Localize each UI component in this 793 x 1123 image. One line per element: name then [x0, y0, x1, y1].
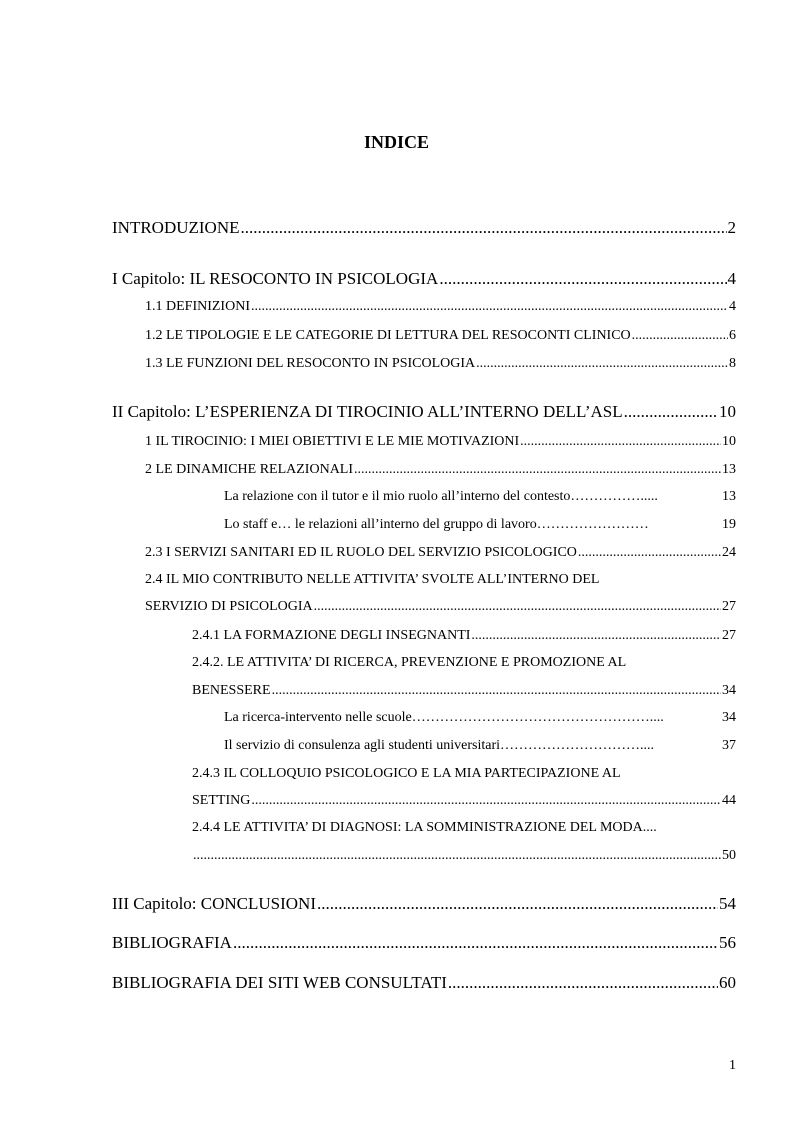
toc-entry-page: 50 [722, 848, 736, 863]
toc-entry-1-2[interactable] [145, 326, 736, 346]
toc-entry-bibliografia[interactable] [112, 932, 736, 954]
toc-entry-label: INTRODUZIONE [112, 218, 240, 237]
toc-entry-2-4-4-first-line: 2.4.4 LE ATTIVITA’ DI DIAGNOSI: LA SOMMINISTRAZIONE DEL MODA.... [192, 820, 657, 835]
toc-entry-page: 6 [729, 328, 736, 343]
toc-entry-label: 1.1 DEFINIZIONI [145, 299, 250, 314]
toc-entry-page: 34 [722, 683, 736, 698]
toc-entry-2-2-relazione-tutor[interactable] [224, 487, 736, 507]
toc-entry-siti-web[interactable] [112, 972, 736, 994]
toc-entry-page: 60 [719, 973, 736, 992]
toc-entry-2-3[interactable] [145, 543, 736, 563]
toc-entry-2-2[interactable] [145, 460, 736, 480]
toc-entry-page: 27 [722, 599, 736, 614]
toc-entry-page: 13 [722, 462, 736, 477]
toc-entry-introduzione[interactable] [112, 217, 736, 239]
toc-entry-label: 1.2 LE TIPOLOGIE E LE CATEGORIE DI LETTURA DEL RESOCONTI CLINICO [145, 328, 631, 343]
page-title: INDICE [363, 132, 429, 152]
dot-leader [240, 217, 726, 239]
dot-leader [578, 543, 721, 563]
toc-entry-label: II Capitolo: L’ESPERIENZA DI TIROCINIO ALL’INTERNO DELL’ASL [112, 402, 623, 421]
page-number: 1 [729, 1058, 736, 1073]
toc-entry-page: 10 [722, 434, 736, 449]
toc-entry-page: 4 [727, 269, 736, 288]
toc-entry-label: Il servizio di consulenza agli studenti universitari………………………….... [224, 738, 655, 753]
dot-leader [476, 354, 728, 374]
toc-entry-label: 2.3 I SERVIZI SANITARI ED IL RUOLO DEL SERVIZIO PSICOLOGICO [145, 545, 577, 560]
toc-entry-page: 8 [729, 356, 736, 371]
toc-entry-2-4-2-consulenza[interactable] [224, 736, 736, 756]
toc-entry-capitolo-2[interactable] [112, 401, 736, 423]
toc-entry-label: La relazione con il tutor e il mio ruolo all’interno del contesto……………..... [224, 489, 658, 504]
dot-leader [439, 268, 726, 290]
dot-leader [317, 893, 718, 915]
toc-entry-2-4-1[interactable] [192, 626, 736, 646]
toc-entry-capitolo-3[interactable] [112, 893, 736, 915]
toc-entry-2-4-3[interactable] [192, 791, 736, 811]
toc-entry-label: III Capitolo: CONCLUSIONI [112, 894, 316, 913]
dot-leader [632, 326, 728, 346]
toc-entry-page: 2 [727, 218, 736, 237]
dot-leader [624, 401, 718, 423]
toc-entry-1-1[interactable] [145, 297, 736, 317]
toc-entry-2-4-3-first-line: 2.4.3 IL COLLOQUIO PSICOLOGICO E LA MIA PARTECIPAZIONE AL [192, 766, 621, 781]
dot-leader [233, 932, 718, 954]
toc-entry-2-4-2-ricerca[interactable] [224, 708, 736, 728]
toc-entry-label: BENESSERE [192, 683, 271, 698]
toc-entry-2-4-2[interactable] [192, 681, 736, 701]
toc-entry-page: 34 [722, 710, 736, 725]
dot-leader [193, 846, 721, 866]
dot-leader [272, 681, 721, 701]
toc-entry-label: Lo staff e… le relazioni all’interno del gruppo di lavoro…………………… [224, 517, 649, 532]
toc-entry-2-4-2-first-line: 2.4.2. LE ATTIVITA’ DI RICERCA, PREVENZIONE E PROMOZIONE AL [192, 655, 627, 670]
toc-entry-page: 44 [722, 793, 736, 808]
toc-entry-page: 4 [729, 299, 736, 314]
toc-entry-label: 1 IL TIROCINIO: I MIEI OBIETTIVI E LE MIE MOTIVAZIONI [145, 434, 520, 449]
dot-leader [251, 297, 728, 317]
toc-entry-page: 13 [722, 489, 736, 504]
toc-entry-page: 24 [722, 545, 736, 560]
toc-entry-label: 2 LE DINAMICHE RELAZIONALI [145, 462, 354, 477]
toc-entry-capitolo-1[interactable] [112, 268, 736, 290]
toc-entry-label: BIBLIOGRAFIA DEI SITI WEB CONSULTATI [112, 973, 447, 992]
dot-leader [251, 791, 721, 811]
dot-leader [314, 597, 721, 617]
toc-entry-label: BIBLIOGRAFIA [112, 933, 232, 952]
toc-entry-2-2-staff[interactable] [224, 515, 736, 535]
toc-entry-page: 19 [722, 517, 736, 532]
toc-entry-page: 37 [722, 738, 736, 753]
dot-leader [448, 972, 718, 994]
toc-entry-2-4-first-line: 2.4 IL MIO CONTRIBUTO NELLE ATTIVITA’ SVOLTE ALL’INTERNO DEL [145, 572, 600, 587]
dot-leader [471, 626, 721, 646]
toc-entry-1-3[interactable] [145, 354, 736, 374]
toc-entry-label: SERVIZIO DI PSICOLOGIA [145, 599, 313, 614]
toc-entry-2-1[interactable] [145, 432, 736, 452]
toc-entry-label: 1.3 LE FUNZIONI DEL RESOCONTO IN PSICOLOGIA [145, 356, 476, 371]
toc-entry-label: I Capitolo: IL RESOCONTO IN PSICOLOGIA [112, 269, 439, 288]
toc-entry-label: La ricerca-intervento nelle scuole…………………………………………….... [224, 710, 664, 725]
dot-leader [354, 460, 721, 480]
toc-entry-page: 10 [719, 402, 736, 421]
toc-entry-page: 27 [722, 628, 736, 643]
toc-entry-page: 56 [719, 933, 736, 952]
toc-entry-2-4[interactable] [145, 597, 736, 617]
toc-entry-label: 2.4.1 LA FORMAZIONE DEGLI INSEGNANTI [192, 628, 471, 643]
toc-entry-2-4-4[interactable] [192, 846, 736, 866]
toc-entry-page: 54 [719, 894, 736, 913]
dot-leader [520, 432, 721, 452]
toc-entry-label: SETTING [192, 793, 251, 808]
